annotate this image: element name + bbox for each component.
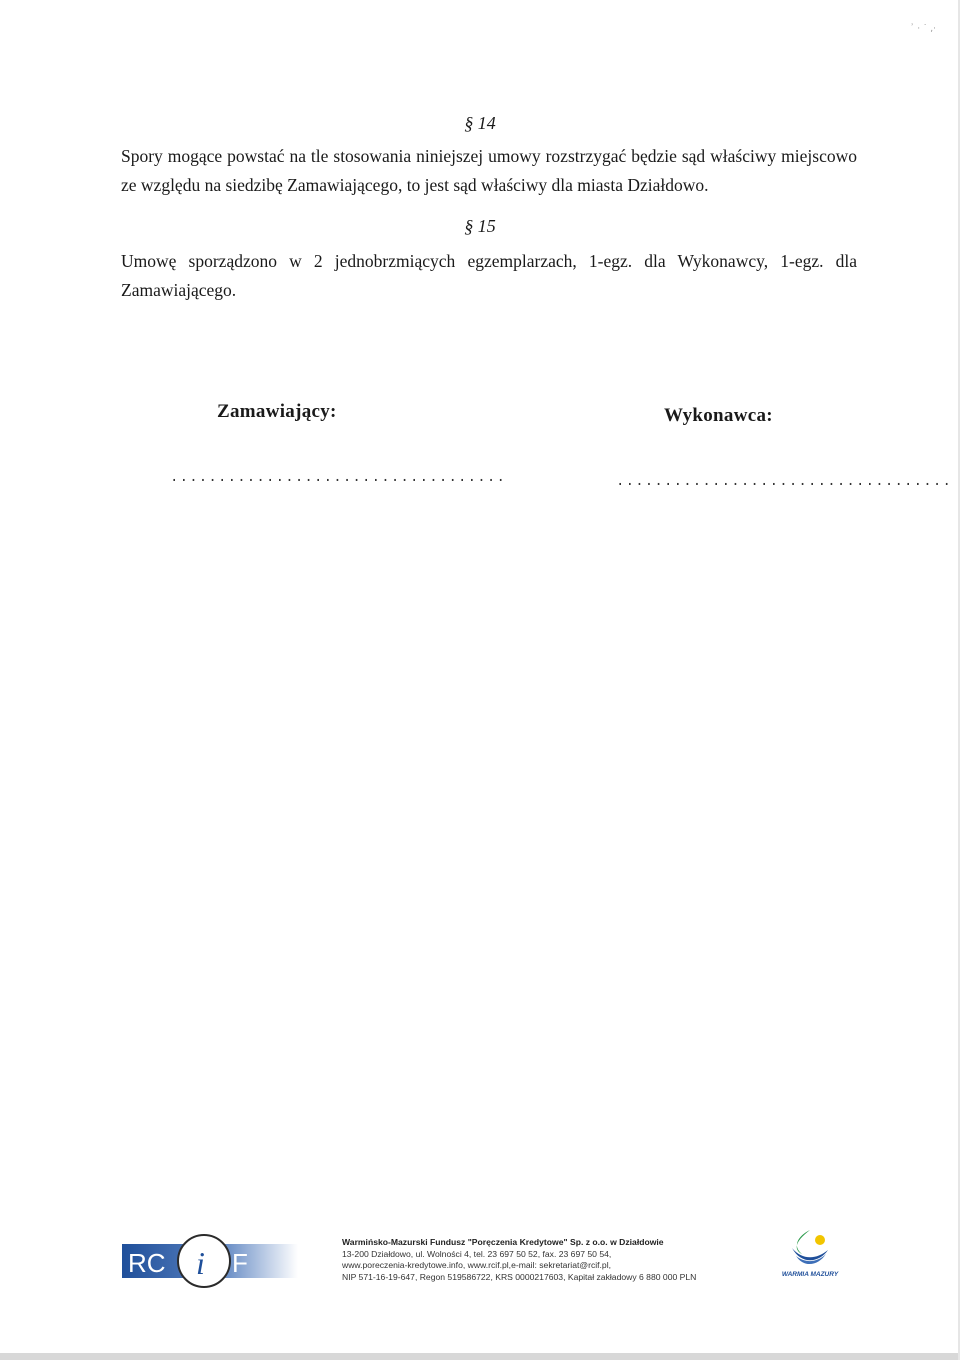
logo-letters-rc: RC: [128, 1248, 166, 1278]
section-14-heading: § 14: [464, 113, 496, 133]
signature-label-client: Zamawiający:: [217, 401, 337, 422]
section-14-text: Spory mogące powstać na tle stosowania niniejszej umowy rozstrzygać będzie sąd właściwy miejscowo ze względu na siedzibę Zamawiającego, to jest sąd właściwy dla miasta Działdowo.: [121, 146, 857, 195]
signature-label-contractor: Wykonawca:: [664, 405, 773, 426]
footer-company-name: Warmińsko-Mazurski Fundusz "Poręczenia Kredytowe" Sp. z o.o. w Działdowie: [342, 1237, 664, 1247]
section-15-heading: § 15: [464, 216, 496, 236]
scan-bottom-edge: [0, 1353, 960, 1360]
footer-registry: NIP 571-16-19-647, Regon 519586722, KRS 0000217603, Kapitał zakładowy 6 880 000 PLN: [342, 1271, 697, 1282]
rcif-logo: [122, 1232, 298, 1290]
logo-letter-i: i: [196, 1245, 205, 1281]
footer-company-info: [342, 1237, 762, 1283]
footer-address: 13-200 Działdowo, ul. Wolności 4, tel. 23 697 50 52, fax. 23 697 50 54,: [342, 1248, 612, 1259]
scan-artifact: ᾿ · ˙ ,·: [909, 24, 936, 34]
signature-line-client: ...................................: [170, 470, 507, 486]
logo-letter-f: F: [232, 1248, 248, 1278]
footer-web: www.poreczenia-kredytowe.info, www.rcif.pl,e-mail: sekretariat@rcif.pl,: [342, 1260, 612, 1270]
section-15-text: Umowę sporządzono w 2 jednobrzmiących egzemplarzach, 1-egz. dla Wykonawcy, 1-egz. dla Zamawiającego.: [121, 251, 857, 300]
region-logo-text: WARMIA MAZURY: [781, 1271, 839, 1278]
signature-line-contractor: ...................................: [616, 474, 953, 490]
warmia-mazury-logo: [780, 1226, 840, 1282]
